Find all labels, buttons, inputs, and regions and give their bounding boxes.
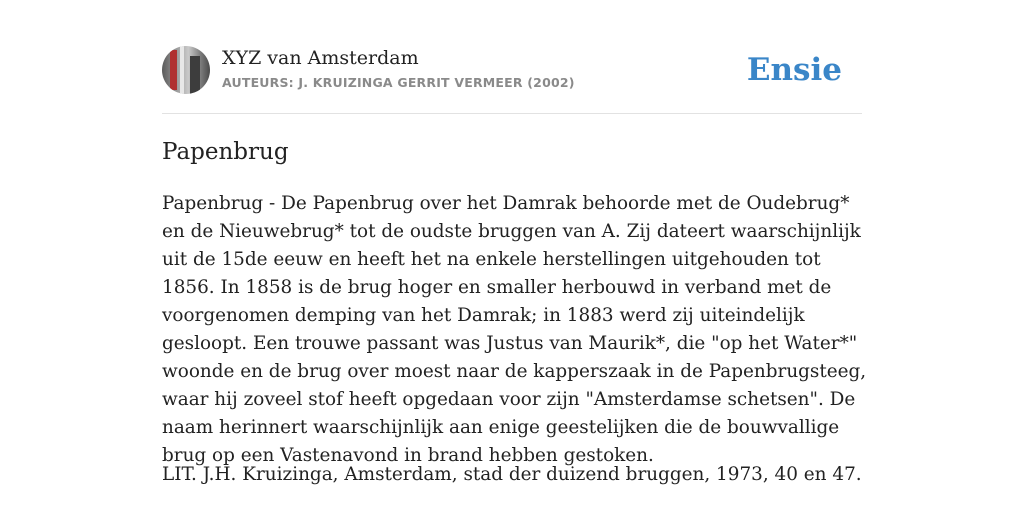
avatar-image-detail [170,50,177,90]
book-title-link[interactable]: XYZ van Amsterdam [222,47,419,69]
book-cover-avatar[interactable] [162,46,210,94]
ensie-logo[interactable]: Ensie [746,52,842,88]
avatar-image-detail [190,56,200,94]
header-divider [162,113,862,114]
entry-body: Papenbrug - De Papenbrug over het Damrak behoorde met de Oudebrug* en de Nieuwebrug* tot de oudste bruggen van A. Zij dateert waarschijnlijk uit de 15de eeuw en heeft het na enkele herstellingen uitgehouden tot 1856. In 1858 is de brug hoger en smaller herbouwd in verband met de voorgenomen demping van het Damrak; in 1883 werd zij uiteindelijk gesloopt. Een trouwe passant was Justus van Maurik*, die "op het Water*" woonde en de brug over moest naar de kapperszaak in de Papenbrugsteeg, waar hij zoveel stof heeft opgedaan voor zijn "Amsterdamse schetsen". De naam herinnert waarschijnlijk aan enige geestelijken die de bouwvallige brug op een Vastenavond in brand hebben gestoken. [162,193,867,466]
entry-title: Papenbrug [162,139,289,165]
entry-literature: LIT. J.H. Kruizinga, Amsterdam, stad der duizend bruggen, 1973, 40 en 47. [162,464,862,485]
avatar-image-detail [180,46,184,94]
authors-line: AUTEURS: J. KRUIZINGA GERRIT VERMEER (2002) [222,75,575,90]
header [162,46,862,96]
